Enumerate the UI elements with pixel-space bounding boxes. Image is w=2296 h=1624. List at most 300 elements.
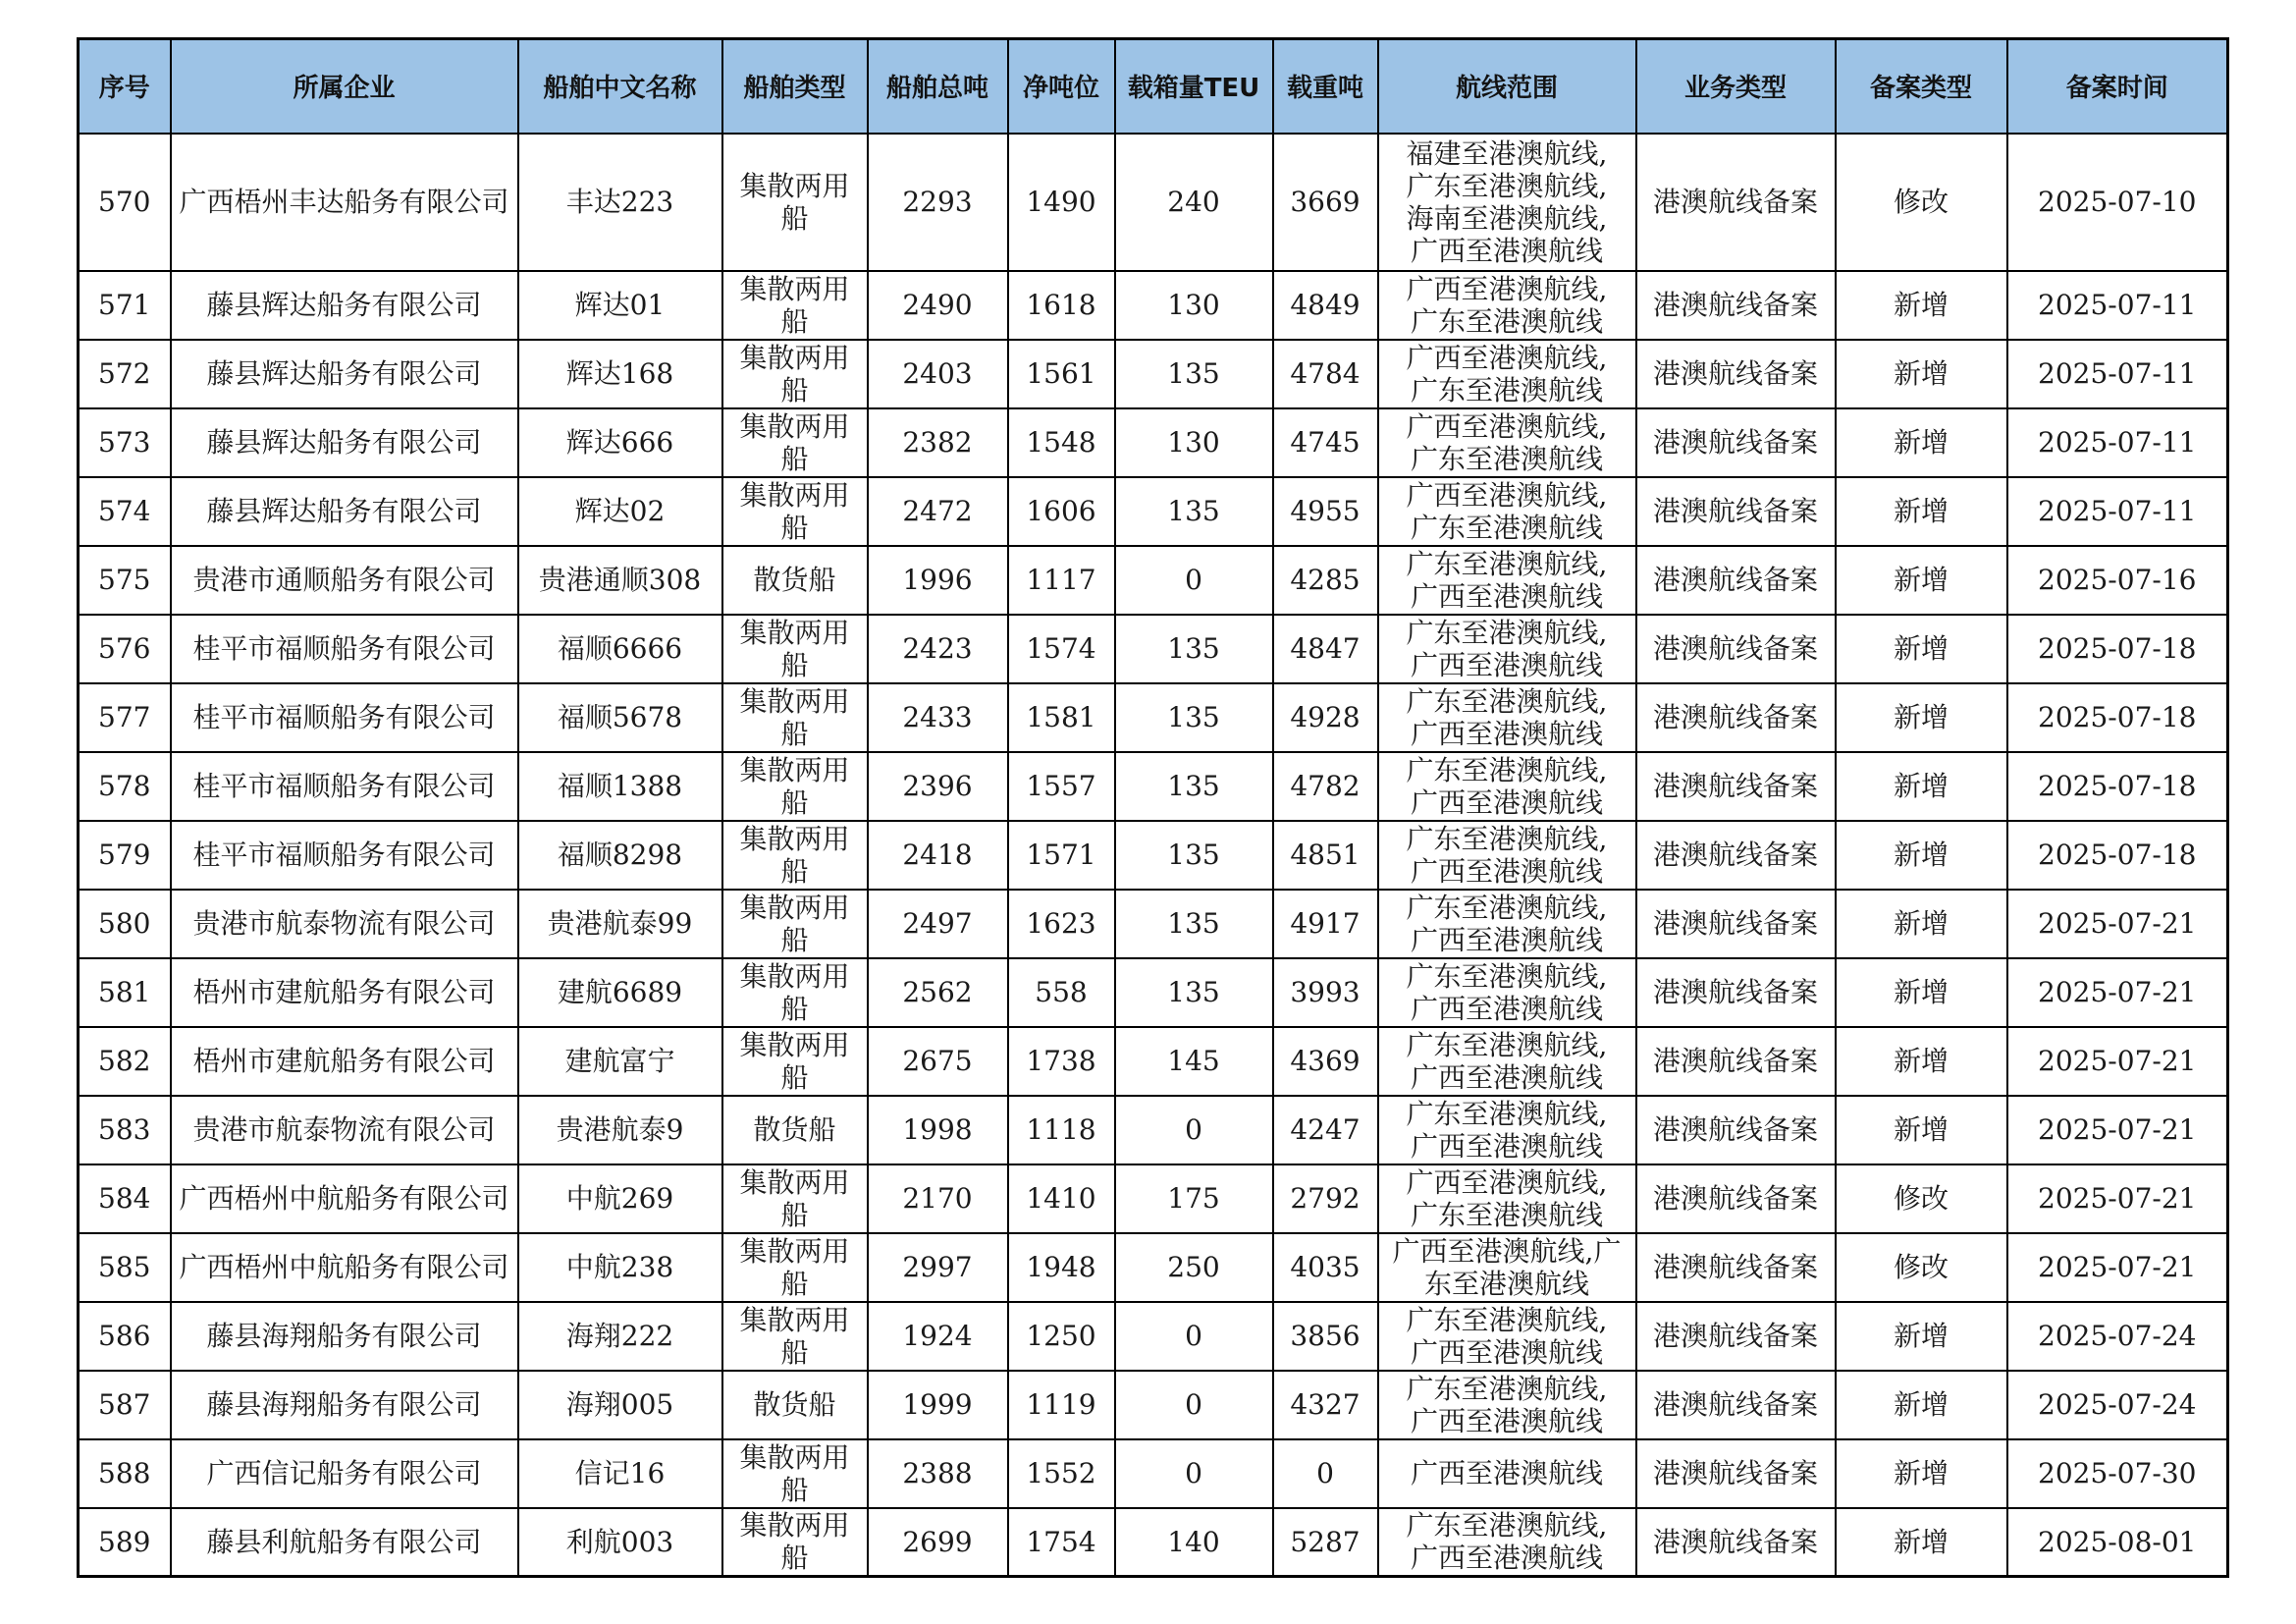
filing-date-cell [2007,1164,2228,1233]
company-cell-content: 广西信记船务有限公司 [206,1457,482,1489]
filing-type-cell [1836,890,2007,958]
deadweight-cell-content: 3993 [1290,976,1361,1008]
ship-name-cell-content: 建航富宁 [564,1045,675,1077]
route-line: 广西至港澳航线 [1410,785,1603,819]
gross-tonnage-cell [868,752,1008,821]
business-type-cell [1636,134,1836,271]
gross-tonnage-cell [868,1508,1008,1577]
ship-name-cell-content: 福顺1388 [557,770,683,802]
teu-capacity-cell-content: 0 [1185,1457,1202,1489]
table-row [79,1164,2228,1233]
ship-name-cell-content: 建航6689 [557,976,683,1008]
filing-type-cell-content: 新增 [1893,1113,1949,1146]
row-number-cell-content: 571 [98,289,151,321]
ship-type-cell [722,958,868,1027]
ship-name-cell-content: 贵港通顺308 [538,564,702,596]
gross-tonnage-cell [868,134,1008,271]
filing-date-cell-content: 2025-07-11 [2038,357,2197,390]
filing-type-cell [1836,408,2007,477]
row-number-cell [79,683,171,752]
header-cell: 载箱量TEU [1115,39,1273,134]
row-number-cell-content: 578 [98,770,151,802]
filing-date-cell-content: 2025-07-21 [2038,976,2197,1008]
teu-capacity-cell [1115,1439,1273,1508]
ship-type-cell-content: 集散两用船 [739,478,850,544]
business-type-cell-content: 港澳航线备案 [1652,1388,1818,1421]
ship-type-cell [722,546,868,615]
route-cell [1378,958,1636,1027]
company-cell [171,340,518,408]
filing-type-cell-content: 新增 [1893,426,1949,459]
teu-capacity-cell-content: 135 [1167,632,1220,665]
ship-name-cell-content: 信记16 [574,1457,666,1489]
company-cell [171,1508,518,1577]
route-cell-content [1383,1166,1631,1231]
ship-filing-table [77,37,2229,1578]
teu-capacity-cell [1115,134,1273,271]
filing-type-cell [1836,683,2007,752]
business-type-cell-content: 港澳航线备案 [1652,1320,1818,1352]
company-cell [171,615,518,683]
gross-tonnage-cell-content: 2396 [902,770,973,802]
ship-type-cell [722,1027,868,1096]
row-number-cell [79,477,171,546]
ship-name-cell-content: 福顺5678 [557,701,683,733]
business-type-cell-content: 港澳航线备案 [1652,1182,1818,1215]
net-tonnage-cell-content: 1552 [1026,1457,1096,1489]
ship-type-cell [722,134,868,271]
business-type-cell-content: 港澳航线备案 [1652,976,1818,1008]
row-number-cell-content: 574 [98,495,151,527]
table-row [79,1371,2228,1439]
filing-date-cell-content: 2025-07-18 [2038,770,2197,802]
ship-type-cell-content: 集散两用船 [739,1440,850,1506]
company-cell [171,1164,518,1233]
route-cell-content [1383,1029,1631,1094]
business-type-cell [1636,1164,1836,1233]
business-type-cell-content: 港澳航线备案 [1652,701,1818,733]
gross-tonnage-cell-content: 1999 [902,1388,973,1421]
filing-type-cell [1836,1096,2007,1164]
deadweight-cell-content: 4782 [1290,770,1361,802]
row-number-cell [79,1439,171,1508]
route-cell [1378,615,1636,683]
header-cell: 船舶类型 [722,39,868,134]
filing-date-cell [2007,1371,2228,1439]
gross-tonnage-cell-content: 2170 [902,1182,973,1215]
net-tonnage-cell-content: 1117 [1026,564,1096,596]
company-cell-content: 广西梧州中航船务有限公司 [179,1251,509,1283]
filing-type-cell-content: 新增 [1893,1045,1949,1077]
deadweight-cell-content: 5287 [1290,1525,1361,1558]
filing-type-cell-content: 新增 [1893,1525,1949,1558]
ship-name-cell-content: 福顺8298 [557,839,683,871]
teu-capacity-cell [1115,752,1273,821]
deadweight-cell-content: 4917 [1290,907,1361,940]
gross-tonnage-cell [868,1302,1008,1371]
filing-date-cell [2007,546,2228,615]
route-line: 广东至港澳航线 [1410,511,1603,544]
business-type-cell-content: 港澳航线备案 [1652,357,1818,390]
route-cell [1378,1439,1636,1508]
route-cell [1378,477,1636,546]
row-number-cell-content: 575 [98,564,151,596]
route-cell-content [1383,823,1631,888]
row-number-cell [79,1164,171,1233]
header-cell: 备案类型 [1836,39,2007,134]
net-tonnage-cell [1008,890,1115,958]
deadweight-cell [1273,1164,1378,1233]
net-tonnage-cell [1008,408,1115,477]
filing-date-cell [2007,1302,2228,1371]
route-cell [1378,408,1636,477]
net-tonnage-cell [1008,134,1115,271]
table-row [79,890,2228,958]
ship-type-cell-content: 集散两用船 [739,341,850,406]
teu-capacity-cell-content: 130 [1167,289,1220,321]
teu-capacity-cell [1115,683,1273,752]
ship-name-cell-content: 贵港航泰99 [547,907,693,940]
filing-type-cell-content: 新增 [1893,289,1949,321]
table-row [79,134,2228,271]
business-type-cell [1636,477,1836,546]
route-line: 广东至港澳航线, [1406,822,1608,855]
ship-type-cell [722,615,868,683]
row-number-cell-content: 582 [98,1045,151,1077]
route-line: 广东至港澳航线, [1406,684,1608,718]
net-tonnage-cell [1008,1096,1115,1164]
row-number-cell [79,1233,171,1302]
teu-capacity-cell-content: 130 [1167,426,1220,459]
filing-type-cell [1836,340,2007,408]
deadweight-cell [1273,1027,1378,1096]
gross-tonnage-cell-content: 2293 [902,186,973,218]
route-cell-content [1383,137,1631,267]
deadweight-cell [1273,1439,1378,1508]
filing-date-cell-content: 2025-07-30 [2038,1457,2197,1489]
teu-capacity-cell [1115,1027,1273,1096]
gross-tonnage-cell-content: 2675 [902,1045,973,1077]
ship-name-cell-content: 海翔222 [565,1320,674,1352]
ship-type-cell-content: 集散两用船 [739,169,850,235]
gross-tonnage-cell-content: 2490 [902,289,973,321]
filing-date-cell [2007,683,2228,752]
net-tonnage-cell-content: 1618 [1026,289,1096,321]
gross-tonnage-cell [868,408,1008,477]
row-number-cell [79,408,171,477]
row-number-cell-content: 572 [98,357,151,390]
route-line: 广西至港澳航线, [1406,409,1608,443]
filing-date-cell-content: 2025-07-21 [2038,1045,2197,1077]
filing-date-cell [2007,1027,2228,1096]
route-line: 广东至港澳航线, [1406,1303,1608,1336]
ship-name-cell [518,1508,722,1577]
business-type-cell [1636,752,1836,821]
ship-name-cell [518,683,722,752]
deadweight-cell [1273,477,1378,546]
company-cell-content: 藤县辉达船务有限公司 [206,289,482,321]
route-line: 广西至港澳航线 [1410,923,1603,956]
deadweight-cell-content: 4784 [1290,357,1361,390]
table-row [79,271,2228,340]
deadweight-cell [1273,890,1378,958]
business-type-cell-content: 港澳航线备案 [1652,289,1818,321]
gross-tonnage-cell-content: 1998 [902,1113,973,1146]
filing-type-cell [1836,477,2007,546]
teu-capacity-cell [1115,1096,1273,1164]
gross-tonnage-cell [868,477,1008,546]
ship-type-cell [722,1439,868,1508]
deadweight-cell [1273,958,1378,1027]
route-line: 广东至港澳航线, [1406,959,1608,993]
ship-type-cell [722,477,868,546]
table-row [79,615,2228,683]
ship-type-cell [722,752,868,821]
teu-capacity-cell [1115,890,1273,958]
route-line: 广东至港澳航线 [1410,304,1603,338]
route-cell-content [1383,1373,1631,1437]
route-cell [1378,271,1636,340]
teu-capacity-cell-content: 0 [1185,1113,1202,1146]
route-line: 广东至港澳航线, [1406,891,1608,924]
ship-name-cell-content: 中航269 [565,1182,674,1215]
net-tonnage-cell [1008,271,1115,340]
teu-capacity-cell-content: 140 [1167,1525,1220,1558]
row-number-cell-content: 579 [98,839,151,871]
ship-name-cell-content: 海翔005 [565,1388,674,1421]
route-line: 广西至港澳航线 [1410,1335,1603,1369]
route-line: 广东至港澳航线, [1406,169,1608,202]
gross-tonnage-cell [868,821,1008,890]
route-cell [1378,752,1636,821]
header-cell: 船舶总吨 [868,39,1008,134]
filing-date-cell [2007,1439,2228,1508]
ship-type-cell-content: 集散两用船 [739,272,850,338]
teu-capacity-cell-content: 135 [1167,839,1220,871]
teu-capacity-cell-content: 135 [1167,495,1220,527]
company-cell [171,958,518,1027]
route-cell [1378,1508,1636,1577]
filing-type-cell-content: 新增 [1893,495,1949,527]
gross-tonnage-cell-content: 2562 [902,976,973,1008]
route-cell-content [1383,1235,1631,1300]
company-cell [171,683,518,752]
row-number-cell-content: 573 [98,426,151,459]
business-type-cell-content: 港澳航线备案 [1652,495,1818,527]
company-cell-content: 贵港市通顺船务有限公司 [192,564,496,596]
filing-type-cell-content: 修改 [1893,1251,1949,1283]
teu-capacity-cell-content: 145 [1167,1045,1220,1077]
ship-name-cell [518,134,722,271]
net-tonnage-cell [1008,821,1115,890]
filing-date-cell [2007,408,2228,477]
filing-date-cell [2007,958,2228,1027]
ship-type-cell-content: 集散两用船 [739,1509,850,1575]
gross-tonnage-cell [868,1439,1008,1508]
filing-date-cell [2007,1096,2228,1164]
company-cell-content: 桂平市福顺船务有限公司 [192,632,496,665]
deadweight-cell-content: 4851 [1290,839,1361,871]
teu-capacity-cell-content: 0 [1185,1320,1202,1352]
company-cell [171,134,518,271]
teu-capacity-cell [1115,1508,1273,1577]
ship-type-cell [722,340,868,408]
filing-date-cell-content: 2025-07-21 [2038,907,2197,940]
route-line: 福建至港澳航线, [1406,136,1608,170]
ship-type-cell [722,890,868,958]
route-line: 广西至港澳航线 [1410,1129,1603,1163]
ship-type-cell [722,1302,868,1371]
teu-capacity-cell [1115,1233,1273,1302]
ship-name-cell [518,546,722,615]
ship-name-cell [518,890,722,958]
table-row [79,1233,2228,1302]
route-line: 广东至港澳航线 [1410,442,1603,475]
net-tonnage-cell-content: 558 [1035,976,1088,1008]
teu-capacity-cell-content: 135 [1167,357,1220,390]
net-tonnage-cell-content: 1119 [1026,1388,1096,1421]
deadweight-cell [1273,271,1378,340]
teu-capacity-cell [1115,821,1273,890]
teu-capacity-cell-content: 250 [1167,1251,1220,1283]
row-number-cell [79,1302,171,1371]
row-number-cell [79,1508,171,1577]
net-tonnage-cell [1008,683,1115,752]
net-tonnage-cell [1008,340,1115,408]
filing-date-cell [2007,477,2228,546]
table-body [79,134,2228,1577]
row-number-cell [79,821,171,890]
ship-name-cell-content: 中航238 [565,1251,674,1283]
table-row [79,1027,2228,1096]
gross-tonnage-cell [868,1164,1008,1233]
deadweight-cell [1273,821,1378,890]
filing-type-cell-content: 新增 [1893,770,1949,802]
business-type-cell-content: 港澳航线备案 [1652,426,1818,459]
route-line: 海南至港澳航线, [1406,201,1608,235]
gross-tonnage-cell-content: 2472 [902,495,973,527]
row-number-cell-content: 588 [98,1457,151,1489]
ship-name-cell [518,615,722,683]
gross-tonnage-cell [868,958,1008,1027]
filing-type-cell [1836,615,2007,683]
net-tonnage-cell-content: 1410 [1026,1182,1096,1215]
ship-type-cell [722,271,868,340]
filing-type-cell [1836,134,2007,271]
route-cell-content [1383,754,1631,819]
table-row [79,340,2228,408]
filing-date-cell-content: 2025-07-21 [2038,1251,2197,1283]
ship-name-cell [518,1233,722,1302]
ship-name-cell [518,752,722,821]
deadweight-cell-content: 4247 [1290,1113,1361,1146]
deadweight-cell [1273,683,1378,752]
teu-capacity-cell [1115,546,1273,615]
ship-type-cell-content: 散货船 [753,1388,836,1421]
gross-tonnage-cell [868,271,1008,340]
ship-name-cell [518,1164,722,1233]
route-cell [1378,1233,1636,1302]
deadweight-cell-content: 4035 [1290,1251,1361,1283]
filing-type-cell [1836,1164,2007,1233]
net-tonnage-cell-content: 1574 [1026,632,1096,665]
company-cell-content: 藤县辉达船务有限公司 [206,495,482,527]
gross-tonnage-cell [868,1233,1008,1302]
teu-capacity-cell [1115,1371,1273,1439]
route-cell-content [1383,410,1631,475]
filing-type-cell [1836,1233,2007,1302]
deadweight-cell-content: 4285 [1290,564,1361,596]
company-cell-content: 桂平市福顺船务有限公司 [192,839,496,871]
net-tonnage-cell-content: 1557 [1026,770,1096,802]
net-tonnage-cell [1008,1439,1115,1508]
filing-date-cell [2007,134,2228,271]
gross-tonnage-cell-content: 2433 [902,701,973,733]
net-tonnage-cell [1008,1371,1115,1439]
table-row [79,1439,2228,1508]
ship-name-cell-content: 贵港航泰9 [556,1113,684,1146]
teu-capacity-cell-content: 135 [1167,976,1220,1008]
gross-tonnage-cell-content: 1924 [902,1320,973,1352]
filing-type-cell [1836,752,2007,821]
filing-type-cell-content: 新增 [1893,1320,1949,1352]
business-type-cell [1636,1371,1836,1439]
filing-date-cell-content: 2025-07-18 [2038,839,2197,871]
gross-tonnage-cell [868,340,1008,408]
route-cell [1378,134,1636,271]
gross-tonnage-cell [868,1371,1008,1439]
company-cell-content: 桂平市福顺船务有限公司 [192,770,496,802]
ship-name-cell [518,1096,722,1164]
filing-date-cell-content: 2025-07-16 [2038,564,2197,596]
table-row [79,821,2228,890]
filing-date-cell-content: 2025-07-24 [2038,1388,2197,1421]
net-tonnage-cell [1008,958,1115,1027]
company-cell-content: 藤县海翔船务有限公司 [206,1388,482,1421]
row-number-cell-content: 583 [98,1113,151,1146]
gross-tonnage-cell-content: 2382 [902,426,973,459]
filing-type-cell-content: 新增 [1893,632,1949,665]
company-cell [171,1027,518,1096]
filing-date-cell [2007,271,2228,340]
route-line: 广西至港澳航线, [1406,1165,1608,1199]
row-number-cell-content: 586 [98,1320,151,1352]
route-cell-content [1383,1304,1631,1369]
route-cell [1378,821,1636,890]
deadweight-cell [1273,1302,1378,1371]
ship-name-cell [518,477,722,546]
company-cell [171,546,518,615]
filing-type-cell [1836,1439,2007,1508]
filing-date-cell [2007,340,2228,408]
net-tonnage-cell [1008,1027,1115,1096]
route-cell [1378,890,1636,958]
filing-type-cell-content: 修改 [1893,1182,1949,1215]
row-number-cell-content: 577 [98,701,151,733]
route-line: 东至港澳航线 [1423,1267,1589,1300]
row-number-cell-content: 587 [98,1388,151,1421]
route-cell-content [1383,685,1631,750]
filing-date-cell-content: 2025-07-11 [2038,426,2197,459]
row-number-cell-content: 576 [98,632,151,665]
ship-name-cell [518,1371,722,1439]
header-cell: 序号 [79,39,171,134]
filing-date-cell [2007,615,2228,683]
table-row [79,1302,2228,1371]
company-cell [171,1233,518,1302]
company-cell-content: 梧州市建航船务有限公司 [192,1045,496,1077]
net-tonnage-cell-content: 1948 [1026,1251,1096,1283]
